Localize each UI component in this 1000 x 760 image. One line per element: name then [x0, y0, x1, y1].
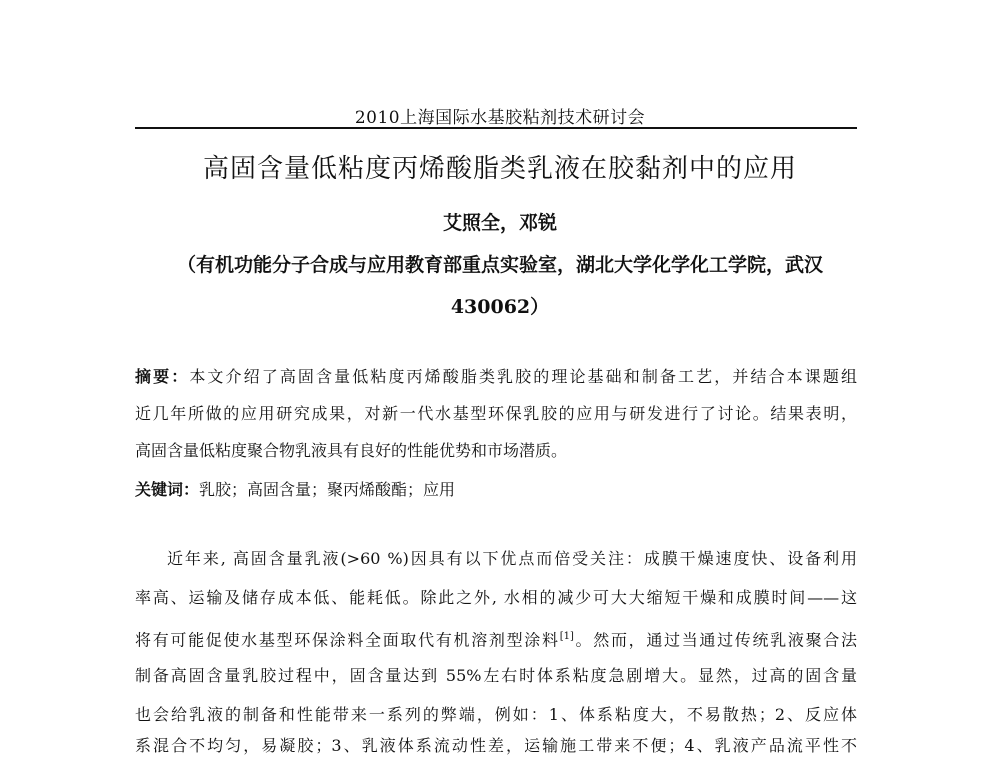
affiliation-line-2: 430062）	[450, 296, 550, 318]
abstract-line-3: 高固含量低粘度聚合物乳液具有良好的性能优势和市场潜质。	[135, 441, 568, 460]
body-line-2: 率高、运输及储存成本低、能耗低。除此之外, 水相的减少可大大缩短干燥和成膜时间——这	[135, 588, 857, 607]
keywords-text: 乳胶；高固含量；聚丙烯酸酯；应用	[199, 480, 456, 499]
header-rule	[135, 127, 857, 129]
abstract-text-1: 本文介绍了高固含量低粘度丙烯酸脂类乳胶的理论基础和制备工艺，并结合本课题组	[189, 367, 857, 386]
body-line-1: 近年来, 高固含量乳液(>60 %)因具有以下优点而倍受关注：成膜干燥速度快、设备利用	[167, 549, 857, 568]
abstract-label: 摘要：	[135, 367, 190, 386]
body-line-3	[135, 626, 857, 651]
body-line-3b: 。然而，通过当通过传统乳液聚合法	[573, 630, 857, 650]
abstract-line-1	[135, 366, 857, 388]
citation-ref: [1]	[559, 631, 574, 642]
body-line-4: 制备高固含量乳胶过程中，固含量达到 55%左右时体系粘度急剧增大。显然，过高的固含量	[135, 666, 857, 685]
body-line-5: 也会给乳液的制备和性能带来一系列的弊端，例如：1、体系粘度大，不易散热；2、反应体	[135, 705, 857, 724]
abstract-line-2: 近几年所做的应用研究成果，对新一代水基型环保乳胶的应用与研发进行了讨论。结果表明，	[135, 404, 857, 423]
paper-title: 高固含量低粘度丙烯酸脂类乳液在胶黏剂中的应用	[202, 154, 797, 184]
running-header: 2010上海国际水基胶粘剂技术研讨会	[354, 108, 646, 128]
affiliation-line-1: （有机功能分子合成与应用教育部重点实验室，湖北大学化学化工学院，武汉	[176, 254, 823, 276]
keywords-line	[135, 479, 857, 501]
body-line-6: 系混合不均匀，易凝胶；3、乳液体系流动性差，运输施工带来不便；4、乳液产品流平性不	[135, 736, 857, 755]
keywords-label: 关键词：	[135, 480, 200, 499]
body-line-3a: 将有可能促使水基型环保涂料全面取代有机溶剂型涂料	[135, 630, 560, 650]
authors: 艾照全，邓锐	[442, 212, 557, 234]
